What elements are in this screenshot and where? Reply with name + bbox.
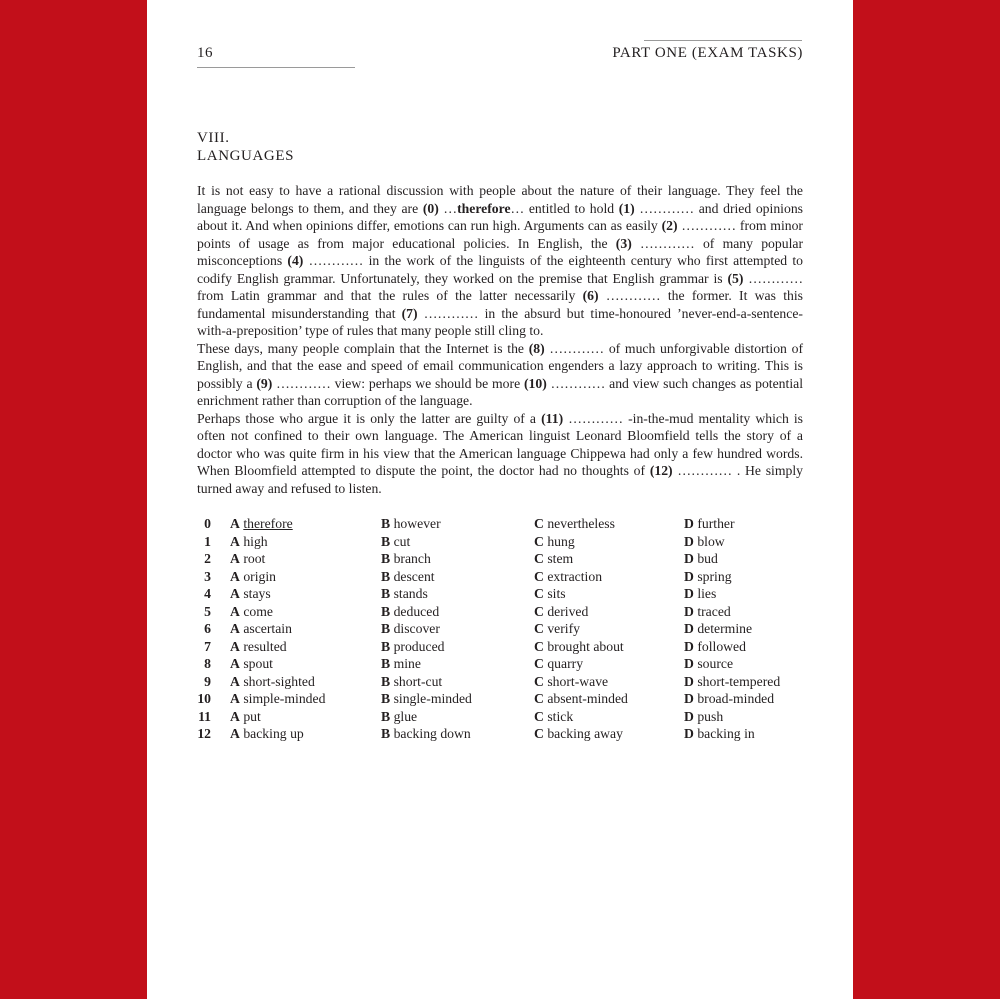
letters-b: B [381,691,391,706]
option-d [684,655,733,673]
option-d [684,585,716,603]
option-b [381,568,435,586]
option-row [197,708,803,726]
text-p1-6: ………… and dried opinions about it. And when opinions differ, emotions can run high. Arguments can as easily [197,200,803,233]
choices-4-num: 4 [204,586,211,601]
text-p1-9: (3) [615,235,632,251]
text-p2-5: (10) [523,375,547,391]
letters-c: C [534,673,544,689]
text-p1-1: (0) [422,200,439,216]
choices-12-num: 12 [197,726,211,741]
option-row [197,673,803,691]
header-rule-left [197,67,355,68]
option-row [197,533,803,551]
letters-d: D [684,568,694,584]
choices-5-a: come [243,603,273,619]
text-p2-2: ………… of much unforgivable distortion of English, and that the ease and speed of email communication engenders a lazy approach to writing. This is possibly a [197,340,803,391]
text-p1-4: … entitled to hold [510,200,619,216]
letters-b: B [381,516,391,531]
letters-a: A [230,726,240,741]
text-p2-6: ………… and view such changes as potential enrichment rather than corruption of the language. [197,375,803,408]
choices-3-d: spring [697,568,732,584]
letters-a: A [230,603,240,619]
option-row [197,725,803,743]
text-p1-2: … [438,200,458,216]
text-p3-4: ………… . He simply turned away and refused to listen. [197,463,803,496]
choices-6-d: determine [697,621,753,636]
letters-d: D [684,586,694,601]
option-row [197,585,803,603]
section-title: LANGUAGES [197,148,295,164]
choices-10-d: broad-minded [697,691,775,706]
page-number: 16 [197,45,213,61]
letters-c: C [534,726,544,741]
letters-b: B [381,586,391,601]
choices-8-c: quarry [547,656,584,671]
text-p3-3: (12) [649,463,673,478]
text-p2-3: (9) [256,375,273,391]
text-p3-2: ………… -in-the-mud mentality which is often not confined to their own language. The American linguist Leonard Bloomfield tells the story of a doctor who was quite firm in his view that the American language Chippewa had only a few hundred words. When Bloomfield attempted to dispute the point, the doctor had no thoughts of [197,410,804,478]
choices-5-c: derived [547,603,589,619]
option-b [381,638,445,656]
option-row [197,655,803,673]
choices-3-a: origin [243,568,277,584]
running-head: PART ONE (EXAM TASKS) [612,45,803,61]
choices-10-c: absent-minded [547,691,628,706]
option-b [381,620,440,638]
option-a [230,690,325,708]
choices-1-c: hung [547,533,575,549]
choices-1-d: blow [697,533,725,549]
choices-4-a: stays [243,586,271,601]
choices-8-b: mine [393,656,421,671]
letters-b: B [381,638,391,654]
choices-2-c: stem [547,551,574,566]
text-p1-10: ………… of many popular misconceptions [197,235,804,268]
option-row [197,603,803,621]
letters-c: C [534,516,544,531]
choices-1-b: cut [393,533,411,549]
option-d [684,515,735,533]
choices-7-a: resulted [243,638,287,654]
option-c [534,638,624,656]
letters-d: D [684,673,694,689]
option-a [230,568,276,586]
letters-a: A [230,691,240,706]
choices-4-c: sits [547,586,566,601]
choices-10-a: simple-minded [243,691,326,706]
letters-b: B [381,603,391,619]
choices-2-a: root [243,551,266,566]
text-p1-14: ………… from Latin grammar and that the rules of the latter necessarily [197,270,804,303]
letters-b: B [381,621,391,636]
letters-c: C [534,708,544,724]
text-p1-16: ………… the former. It was this fundamental misunderstanding that [197,288,803,321]
text-p1-15: (6) [582,288,599,303]
choices-8-d: source [697,656,734,671]
letters-a: A [230,638,240,654]
letters-c: C [534,603,544,619]
text-p1-7: (2) [661,218,678,233]
letters-d: D [684,533,694,549]
option-c [534,725,623,743]
text-p1-13: (5) [727,270,744,286]
option-d [684,708,723,726]
option-c [534,690,628,708]
choices-0-a: therefore [243,516,293,531]
answer-options [197,515,803,743]
choices-11-c: stick [547,708,574,724]
option-a [230,515,293,533]
choices-11-d: push [697,708,724,724]
option-b [381,708,417,726]
choices-2-b: branch [393,551,431,566]
option-b [381,725,471,743]
choices-11-num: 11 [198,708,211,724]
letters-b: B [381,673,391,689]
choices-4-b: stands [393,586,428,601]
choices-5-d: traced [697,603,731,619]
choices-10-b: single-minded [393,691,472,706]
letters-d: D [684,516,694,531]
option-a [230,620,292,638]
choices-7-b: produced [393,638,445,654]
page [147,0,853,999]
letters-b: B [381,708,391,724]
choices-0-num: 0 [204,516,211,531]
letters-b: B [381,726,391,741]
option-row [197,690,803,708]
option-d [684,550,718,568]
choices-6-a: ascertain [243,621,292,636]
choices-9-num: 9 [204,673,211,689]
option-c [534,620,580,638]
option-b [381,690,472,708]
choices-8-num: 8 [204,656,211,671]
choices-12-d: backing in [697,726,755,741]
choices-5-b: deduced [393,603,440,619]
option-d [684,725,755,743]
letters-d: D [684,726,694,741]
choices-4-d: lies [697,586,717,601]
letters-c: C [534,568,544,584]
section-number: VIII. [197,130,230,146]
passage [197,182,803,497]
choices-12-c: backing away [547,726,623,741]
option-a [230,585,271,603]
option-d [684,568,732,586]
choices-0-b: however [393,516,441,531]
option-b [381,585,428,603]
choices-7-num: 7 [204,638,211,654]
letters-d: D [684,603,694,619]
section-heading [197,129,294,165]
letters-b: B [381,656,391,671]
option-row [197,638,803,656]
choices-9-a: short-sighted [243,673,315,689]
choices-3-b: descent [393,568,435,584]
text-p1-0: It is not easy to have a rational discussion with people about the nature of their language. They feel the language belongs to them, and they are [197,183,803,216]
option-c [534,655,583,673]
option-d [684,533,725,551]
text-p1-5: (1) [618,200,635,216]
option-a [230,708,261,726]
text-p1-11: (4) [287,253,304,268]
choices-11-b: glue [393,708,418,724]
option-b [381,673,442,691]
choices-3-c: extraction [547,568,603,584]
choices-0-d: further [697,516,735,531]
choices-12-b: backing down [393,726,471,741]
letters-a: A [230,708,240,724]
text-p2-1: (8) [528,340,545,356]
letters-c: C [534,656,544,671]
choices-1-a: high [243,533,268,549]
text-p1-3: therefore [457,200,511,216]
option-c [534,585,566,603]
option-row [197,620,803,638]
choices-3-num: 3 [204,568,211,584]
option-a [230,550,265,568]
letters-c: C [534,586,544,601]
option-d [684,620,752,638]
letters-a: A [230,551,240,566]
option-b [381,603,439,621]
paragraph-2 [197,340,803,410]
option-c [534,708,573,726]
option-d [684,690,774,708]
letters-d: D [684,551,694,566]
text-p1-12: ………… in the work of the linguists of the eighteenth century who first attempted to codify English grammar. Unfortunately, they worked on the premise that English grammar is [197,253,803,286]
text-p1-18: ………… in the absurd but time-honoured ’never-end-a-sentence-with-a-preposition’ type of rules that many people still cling to. [197,305,803,338]
option-row [197,515,803,533]
letters-d: D [684,638,694,654]
option-c [534,673,608,691]
option-b [381,515,441,533]
option-d [684,673,780,691]
choices-9-d: short-tempered [697,673,781,689]
choices-1-num: 1 [204,533,211,549]
text-p2-4: ………… view: perhaps we should be more [272,375,524,391]
option-a [230,673,315,691]
letters-a: A [230,533,240,549]
option-b [381,655,421,673]
letters-d: D [684,621,694,636]
letters-d: D [684,691,694,706]
option-a [230,655,273,673]
option-a [230,725,304,743]
option-c [534,603,588,621]
option-a [230,638,287,656]
choices-10-num: 10 [197,691,211,706]
text-p1-17: (7) [401,305,418,321]
choices-2-num: 2 [204,551,211,566]
choices-9-b: short-cut [393,673,443,689]
letters-c: C [534,621,544,636]
letters-a: A [230,516,240,531]
text-p1-8: ………… from minor points of usage as from major educational policies. In English, the [197,218,803,251]
option-row [197,568,803,586]
choices-8-a: spout [243,656,273,671]
option-a [230,533,268,551]
letters-c: C [534,551,544,566]
text-p3-0: Perhaps those who argue it is only the latter are guilty of a [197,410,542,426]
paragraph-1 [197,182,803,340]
letters-d: D [684,708,694,724]
letters-a: A [230,621,240,636]
option-c [534,568,602,586]
choices-9-c: short-wave [547,673,609,689]
paragraph-3 [197,410,803,498]
letters-c: C [534,638,544,654]
choices-11-a: put [243,708,261,724]
letters-c: C [534,533,544,549]
option-b [381,550,431,568]
letters-b: B [381,533,391,549]
choices-12-a: backing up [243,726,304,741]
choices-2-d: bud [697,551,718,566]
letters-b: B [381,551,391,566]
option-c [534,533,575,551]
letters-a: A [230,568,240,584]
choices-6-c: verify [547,621,580,636]
choices-5-num: 5 [204,603,211,619]
choices-6-b: discover [393,621,440,636]
letters-b: B [381,568,391,584]
option-c [534,550,573,568]
letters-d: D [684,656,694,671]
choices-7-c: brought about [547,638,624,654]
letters-a: A [230,673,240,689]
option-c [534,515,615,533]
option-d [684,638,746,656]
choices-6-num: 6 [204,621,211,636]
option-d [684,603,731,621]
choices-7-d: followed [697,638,746,654]
letters-a: A [230,586,240,601]
letters-c: C [534,691,544,706]
text-p3-1: (11) [541,410,564,426]
letters-a: A [230,656,240,671]
option-a [230,603,273,621]
choices-0-c: nevertheless [547,516,615,531]
text-p2-0: These days, many people complain that the Internet is the [197,340,529,356]
header-rule-right [644,40,802,41]
option-b [381,533,410,551]
option-row [197,550,803,568]
